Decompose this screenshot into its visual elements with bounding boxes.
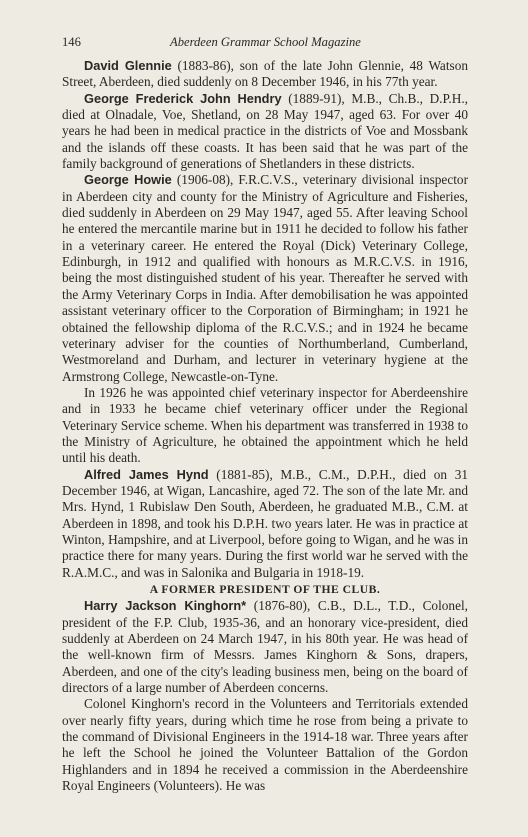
running-head: [62, 34, 468, 50]
obituary-name: George Frederick John Hendry: [84, 90, 282, 106]
obituary-text: (1881-85), M.B., C.M., D.P.H., died on 31 December 1946, at Wigan, Lancashire, aged 72. The son of the late Mr. and Mrs. Hynd, 1 Rubislaw Den South, Aberdeen, he graduated M.B., C.M. at Aberdeen in 1898, and took his D.P.H. two years later. He was in practice at Winton, Hampshire, and at Liverpool, before going to Wigan, and he was in practice there for many years. During the first world war he served with the R.A.M.C., and was in Salonika and Bulgaria in 1918-19.: [62, 466, 468, 580]
obituary-name: George Howie: [84, 172, 172, 188]
page-number: 146: [62, 35, 81, 49]
obituary-kinghorn: [62, 598, 468, 696]
obituary-howie: [62, 172, 468, 384]
obituary-text: (1876-80), C.B., D.L., T.D., Colonel, president of the F.P. Club, 1935-36, and an honorary vice-president, died suddenly at Aberdeen on 24 March 1947, in his 80th year. He was head of the well-known firm of Messrs. James Kinghorn & Sons, drapers, Aberdeen, and one of the city's leading business men, being on the board of directors of a large number of Aberdeen concerns.: [62, 598, 468, 696]
obituary-text: In 1926 he was appointed chief veterinary inspector for Aberdeenshire and in 1933 he became chief veterinary officer under the Regional Veterinary Service scheme. When his department was transferred in 1938 to the Ministry of Agriculture, he obtained the appointment which he held until his death.: [62, 384, 468, 466]
section-heading: A FORMER PRESIDENT OF THE CLUB.: [149, 583, 381, 596]
obituary-text: Colonel Kinghorn's record in the Volunteers and Territorials extended over nearly fifty years, during which time he rose from being a private to the command of Divisional Engineers in the 1914-18 war. Three years after he left the School he joined the Volunteer Battalion of the Gordon Highlanders and in 1894 he received a commission in the Aberdeenshire Royal Engineers (Volunteers). He was: [62, 696, 468, 794]
obituary-howie-continued: [62, 385, 468, 467]
obituary-hendry: [62, 91, 468, 173]
obituary-text: (1889-91), M.B., Ch.B., D.P.H., died at Olnadale, Voe, Shetland, on 28 May 1947, aged 63. For over 40 years he had been in medical practice in the districts of Voe and Mossbank and the islands off these coasts. It has been said that he was part of the family background of generations of Shetlanders in these districts.: [62, 90, 468, 172]
obituary-glennie: [62, 58, 468, 91]
journal-title: Aberdeen Grammar School Magazine: [170, 35, 361, 49]
obituary-hynd: [62, 467, 468, 581]
obituary-text: (1906-08), F.R.C.V.S., veterinary divisional inspector in Aberdeen city and county for the Ministry of Agriculture and Fisheries, died suddenly in Aberdeen on 29 May 1947, aged 55. After leaving School he entered the mercantile marine but in 1911 he decided to follow his father in a veterinary career. He entered the Royal (Dick) Veterinary College, Edinburgh, in 1912 and qualified with honours as M.R.C.V.S. in 1916, being the most distinguished student of his year. Thereafter he served with the Army Veterinary Corps in India. After demobilisation he was appointed assistant veterinary officer to the Corporation of Birmingham; in 1921 he obtained the fellowship diploma of the R.C.V.S.; and in 1924 he became veterinary adviser for the counties of Northumberland, Cumberland, Westmoreland and Durham, and lecturer in veterinary hygiene at the Armstrong College, Newcastle-on-Tyne.: [62, 172, 469, 384]
obituary-name: Alfred James Hynd: [84, 466, 209, 482]
obituary-text: (1883-86), son of the late John Glennie, 48 Watson Street, Aberdeen, died suddenly on 8 December 1946, in his 77th year.: [62, 58, 468, 90]
obituary-name: Harry Jackson Kinghorn*: [84, 598, 247, 614]
obituary-name: David Glennie: [84, 58, 172, 73]
obituary-kinghorn-continued: [62, 696, 468, 794]
